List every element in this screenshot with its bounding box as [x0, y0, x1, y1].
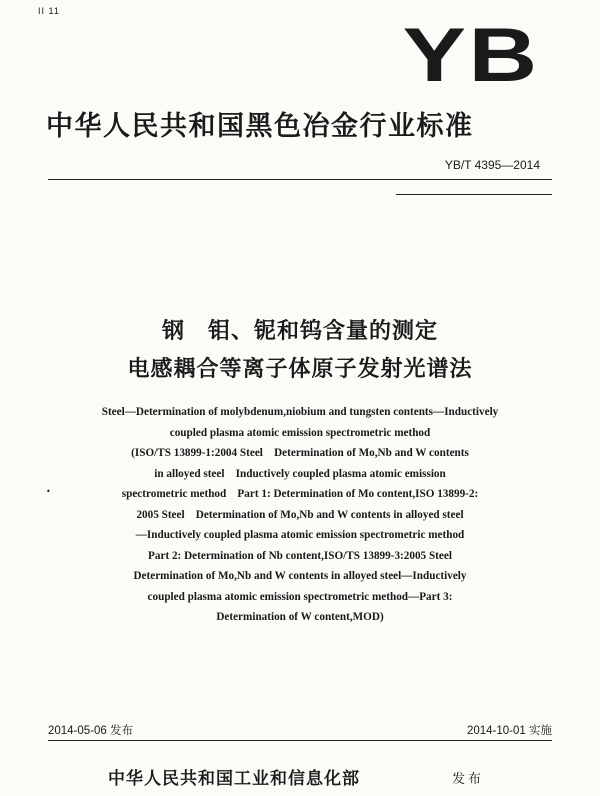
english-title-line: Determination of W content,MOD) — [216, 611, 384, 623]
implement-date: 2014-10-01 实施 — [466, 725, 552, 737]
footer-divider — [48, 740, 552, 741]
yb-logo: YB — [403, 13, 540, 98]
chinese-title-line-2: 电感耦合等离子体原子发射光谱法 — [127, 357, 473, 382]
header-divider — [48, 179, 552, 180]
english-title — [52, 402, 548, 628]
english-title-line: Part 2: Determination of Nb content,ISO/TS 13899-3:2005 Steel — [148, 549, 452, 562]
english-title-line: coupled plasma atomic emission spectrometric method — [169, 426, 431, 439]
english-title-line: coupled plasma atomic emission spectrometric method—Part 3: — [147, 590, 453, 603]
chinese-title-line-1: 钢 钼、铌和钨含量的测定 — [161, 319, 438, 344]
standard-code: YB/T 4395—2014 — [444, 158, 540, 172]
issuing-authority: 中华人民共和国工业和信息化部 — [108, 769, 360, 789]
english-title-line: (ISO/TS 13899-1:2004 Steel Determination of Mo,Nb and W contents — [131, 447, 469, 459]
issue-label: 发布 — [452, 772, 485, 787]
english-title-line: —Inductively coupled plasma atomic emission spectrometric method — [135, 529, 465, 541]
publish-date: 2014-05-06 发布 — [48, 725, 134, 737]
ics-code: II 11 — [38, 6, 60, 16]
standard-title: 中华人民共和国黑色冶金行业标准 — [46, 111, 474, 142]
scan-dot: • — [46, 487, 51, 496]
english-title-line: Determination of Mo,Nb and W contents in alloyed steel—Inductively — [133, 570, 467, 582]
english-title-line: spectrometric method Part 1: Determination of Mo content,ISO 13899-2: — [121, 488, 479, 500]
code-underline — [396, 194, 552, 195]
english-title-line: 2005 Steel Determination of Mo,Nb and W contents in alloyed steel — [136, 508, 464, 521]
english-title-line: Steel—Determination of molybdenum,niobium and tungsten contents—Inductively — [101, 406, 499, 418]
english-title-line: in alloyed steel Inductively coupled plasma atomic emission — [154, 467, 446, 480]
